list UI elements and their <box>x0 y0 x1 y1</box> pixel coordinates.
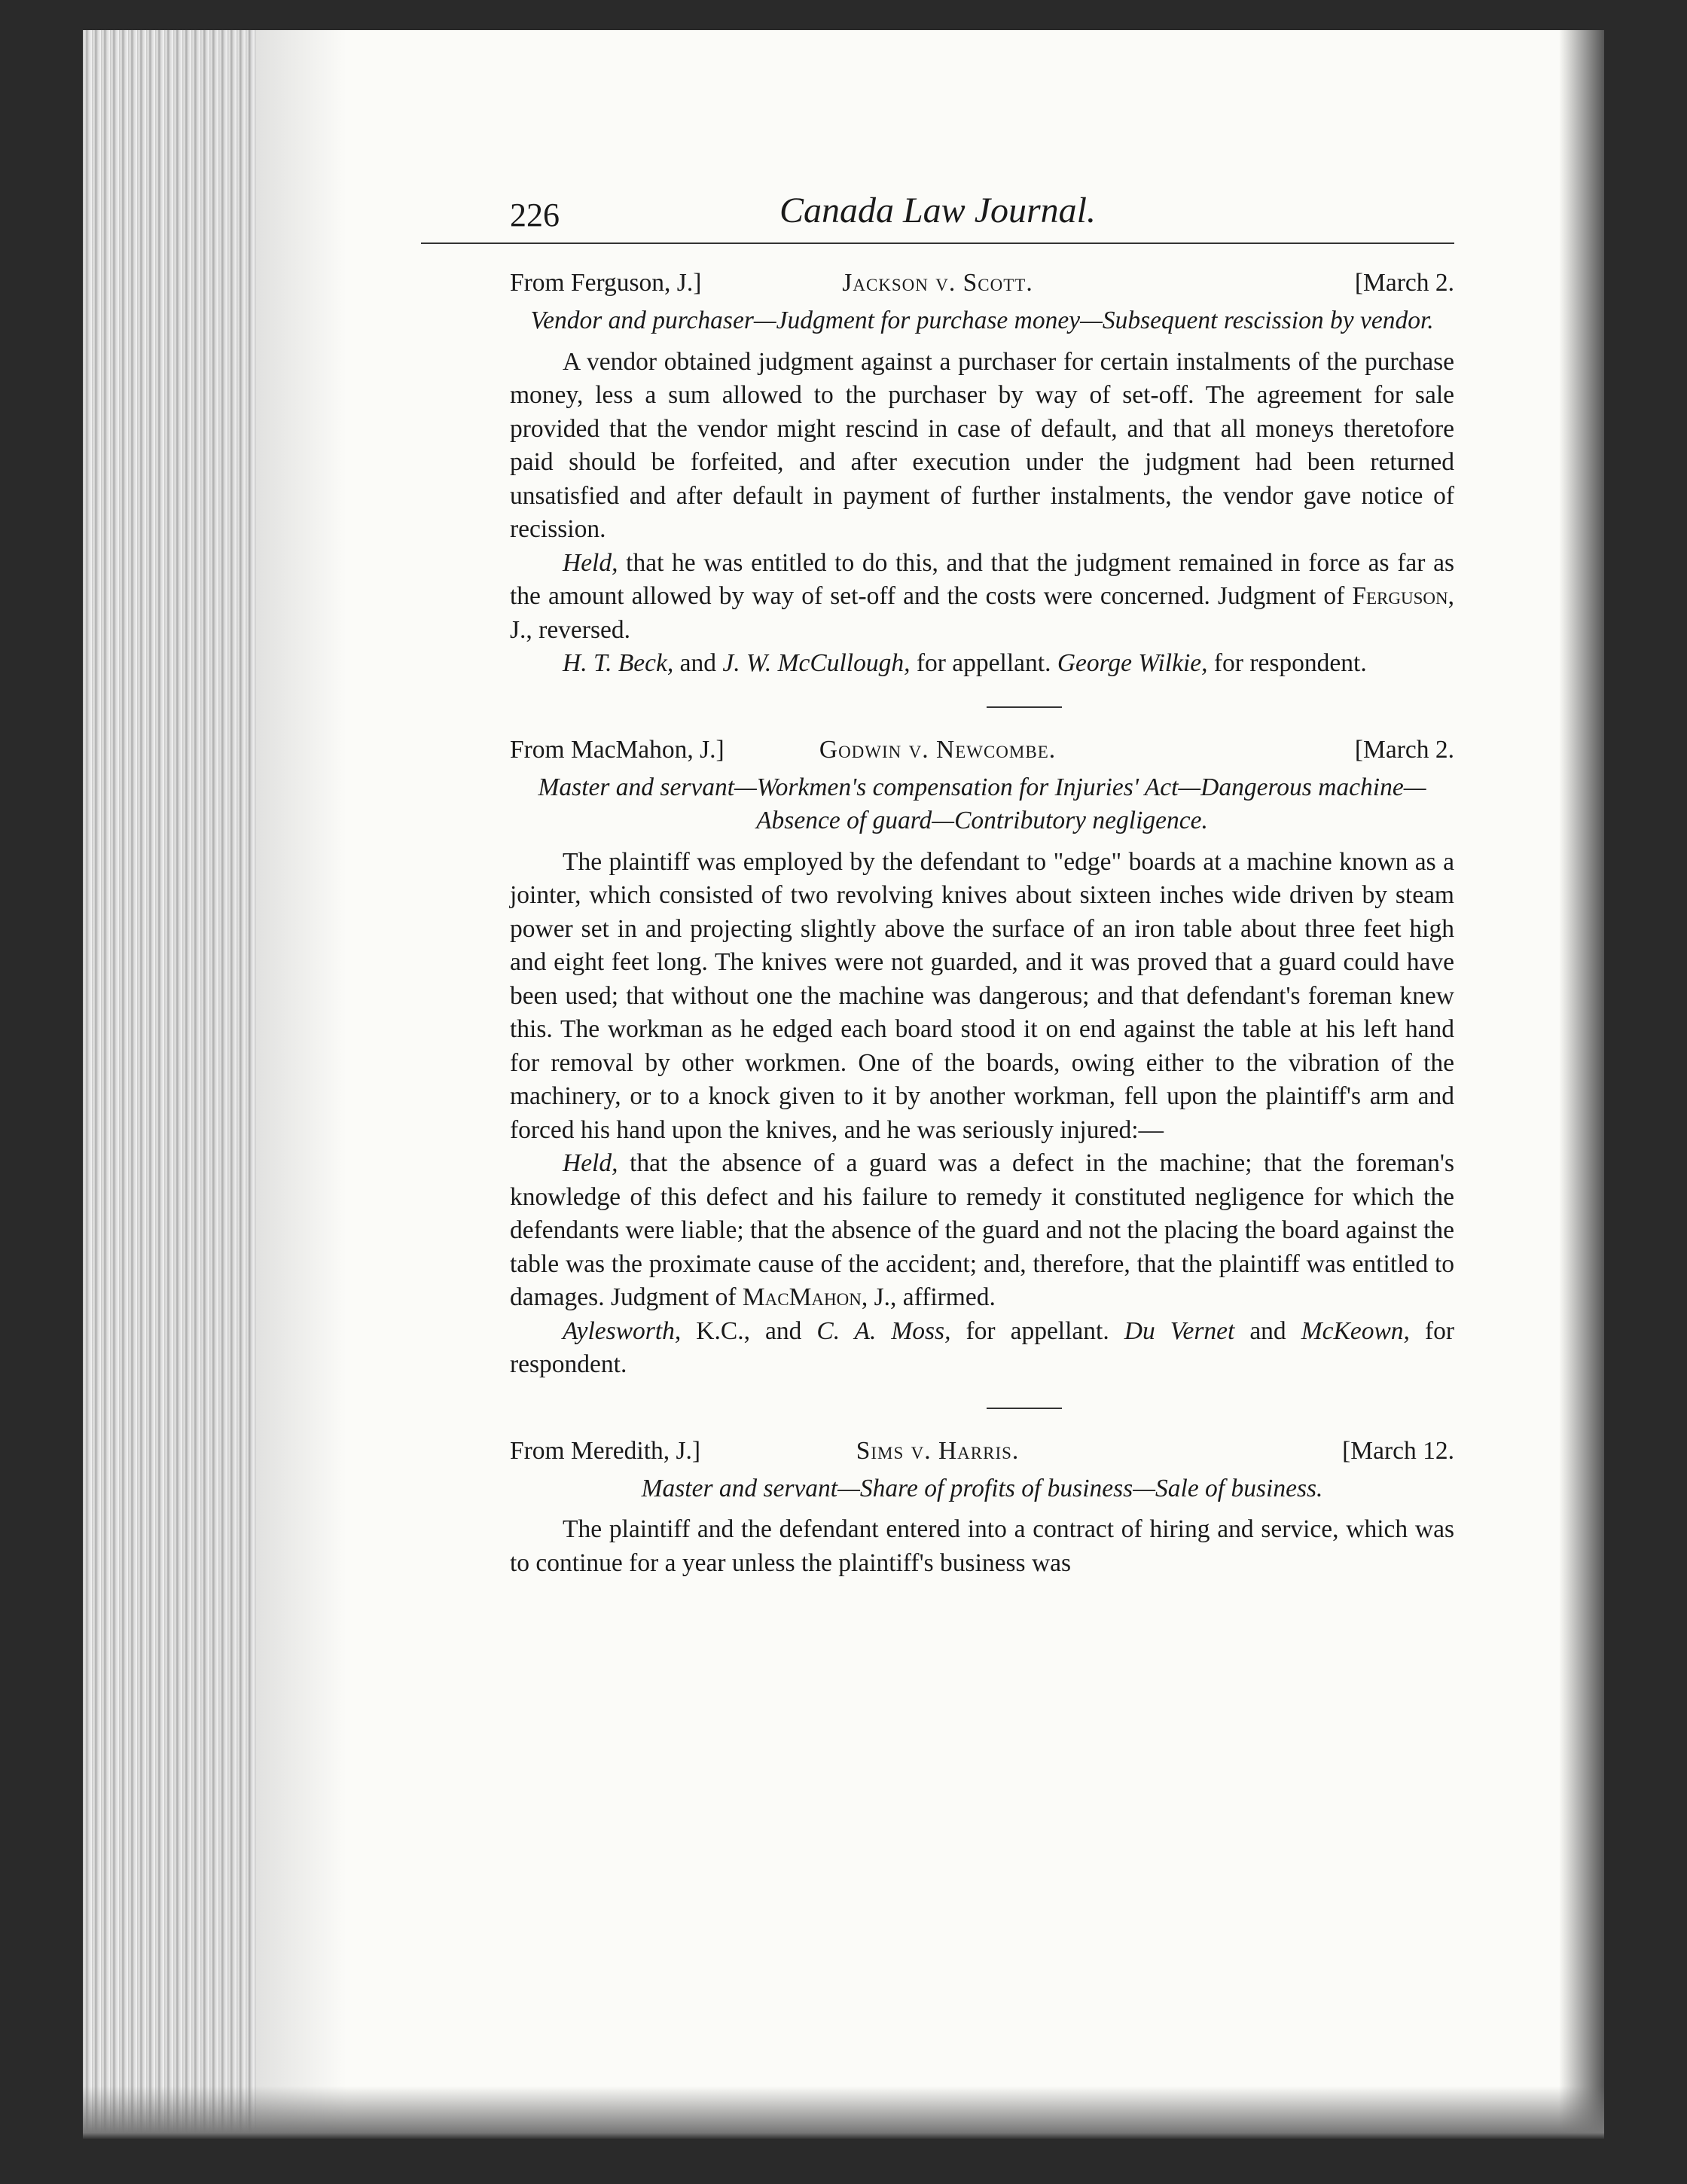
section-divider <box>987 1408 1062 1409</box>
case-date: [March 12. <box>1342 1436 1454 1465</box>
held-label: Held, <box>563 1149 618 1177</box>
counsel-name: H. T. Beck, <box>563 649 674 677</box>
court-from: From Ferguson, J.] <box>510 269 702 297</box>
case-headnote: Vendor and purchaser—Judgment for purchase money—Subsequent rescission by vendor. <box>530 307 1434 334</box>
case-headnote: Master and servant—Share of profits of business—Sale of business. <box>641 1474 1323 1502</box>
counsel-name: George Wilkie, <box>1057 649 1208 677</box>
page-number: 226 <box>510 197 560 233</box>
case-name: Godwin v. Newcombe. <box>819 735 1057 764</box>
case-heading <box>421 734 1454 770</box>
judgment-result: , J., affirmed. <box>861 1283 996 1311</box>
section-divider <box>987 706 1062 708</box>
page-content <box>421 191 1455 1580</box>
court-from: From Meredith, J.] <box>510 1436 701 1465</box>
case-heading <box>421 267 1454 303</box>
case-facts: The plaintiff and the defendant entered into a contract of hiring and service, which was to continue for a year unless the plaintiff's business was <box>510 1515 1454 1577</box>
case-counsel <box>510 647 1454 681</box>
case-name: Sims v. Harris. <box>856 1436 1020 1465</box>
judge-name: Ferguson <box>1352 582 1448 610</box>
judge-name: MacMahon <box>742 1283 862 1311</box>
held-label: Held, <box>563 548 618 577</box>
case-counsel <box>510 1315 1454 1382</box>
case-jackson-v-scott <box>421 267 1454 681</box>
held-text: that he was entitled to do this, and that the judgment remained in force as far as the amount allowed by way of set-off and the costs were concerned. Judgment of <box>510 548 1454 610</box>
case-held <box>510 547 1454 648</box>
counsel-name: McKeown, <box>1301 1316 1410 1345</box>
counsel-text: for respondent. <box>510 1316 1455 1378</box>
case-facts: The plaintiff was employed by the defendant to "edge" boards at a machine known as a jointer, which consisted of two revolving knives about sixteen inches wide driven by steam power set in and projecting slightly above the surface of an iron table about three feet high and eight feet long. The knives were not guarded, and it was proved that a guard could have been used; that without one the machine was dangerous; and that defendant's foreman knew this. The workman as he edged each board stood it on end against the table at his left hand for removal by other workmen. One of the boards, owing either to the vibration of the machinery, or to a knock given to it by another workman, fell upon the plaintiff's arm and forced his hand upon the knives, and he was seriously injured:— <box>510 847 1454 1144</box>
counsel-name: Aylesworth, <box>563 1316 682 1345</box>
counsel-text: for appellant. <box>910 649 1057 677</box>
counsel-name: Du Vernet <box>1124 1316 1235 1345</box>
case-date: [March 2. <box>1354 269 1454 297</box>
gutter-shadow <box>256 30 346 2139</box>
running-head <box>421 191 1454 244</box>
binding-gutter <box>83 30 256 2139</box>
journal-title: Canada Law Journal. <box>779 191 1097 230</box>
case-date: [March 2. <box>1354 735 1454 764</box>
counsel-text: and <box>673 649 723 677</box>
counsel-text: for respondent. <box>1207 649 1367 677</box>
counsel-text: and <box>1234 1316 1301 1345</box>
case-sims-v-harris <box>421 1435 1454 1581</box>
case-facts: A vendor obtained judgment against a purchaser for certain instalments of the purchase money, less a sum allowed to the purchaser by way of set-off. The agreement for sale provided that the vendor might rescind in case of default, and that all moneys theretofore paid should be forfeited, and after execution under the judgment had been returned unsatisfied and after default in payment of further instalments, the vendor gave notice of recission. <box>510 347 1454 543</box>
counsel-text: K.C., and <box>681 1316 817 1345</box>
case-headnote: Master and servant—Workmen's compensation for Injuries' Act—Dangerous machine—Absence of guard—Contributory negligence. <box>538 773 1426 834</box>
counsel-name: C. A. Moss, <box>816 1316 951 1345</box>
held-text: that the absence of a guard was a defect in the machine; that the foreman's knowledge of this defect and his failure to remedy it constituted negligence for which the defendants were liable; that the absence of the guard and not the placing the board against the table was the proximate cause of the accident; and, therefore, that the plaintiff was entitled to damages. Judgment of <box>510 1149 1454 1311</box>
case-name: Jackson v. Scott. <box>842 269 1033 297</box>
judgment-result: , J., reversed. <box>510 582 1454 644</box>
counsel-name: J. W. McCullough, <box>722 649 911 677</box>
counsel-text: for appellant. <box>950 1316 1124 1345</box>
bottom-edge-shadow <box>83 2086 1604 2139</box>
case-heading <box>421 1435 1454 1471</box>
court-from: From MacMahon, J.] <box>510 735 725 764</box>
case-godwin-v-newcombe <box>421 734 1454 1382</box>
right-edge-shadow <box>1559 30 1604 2139</box>
case-held <box>510 1147 1454 1315</box>
